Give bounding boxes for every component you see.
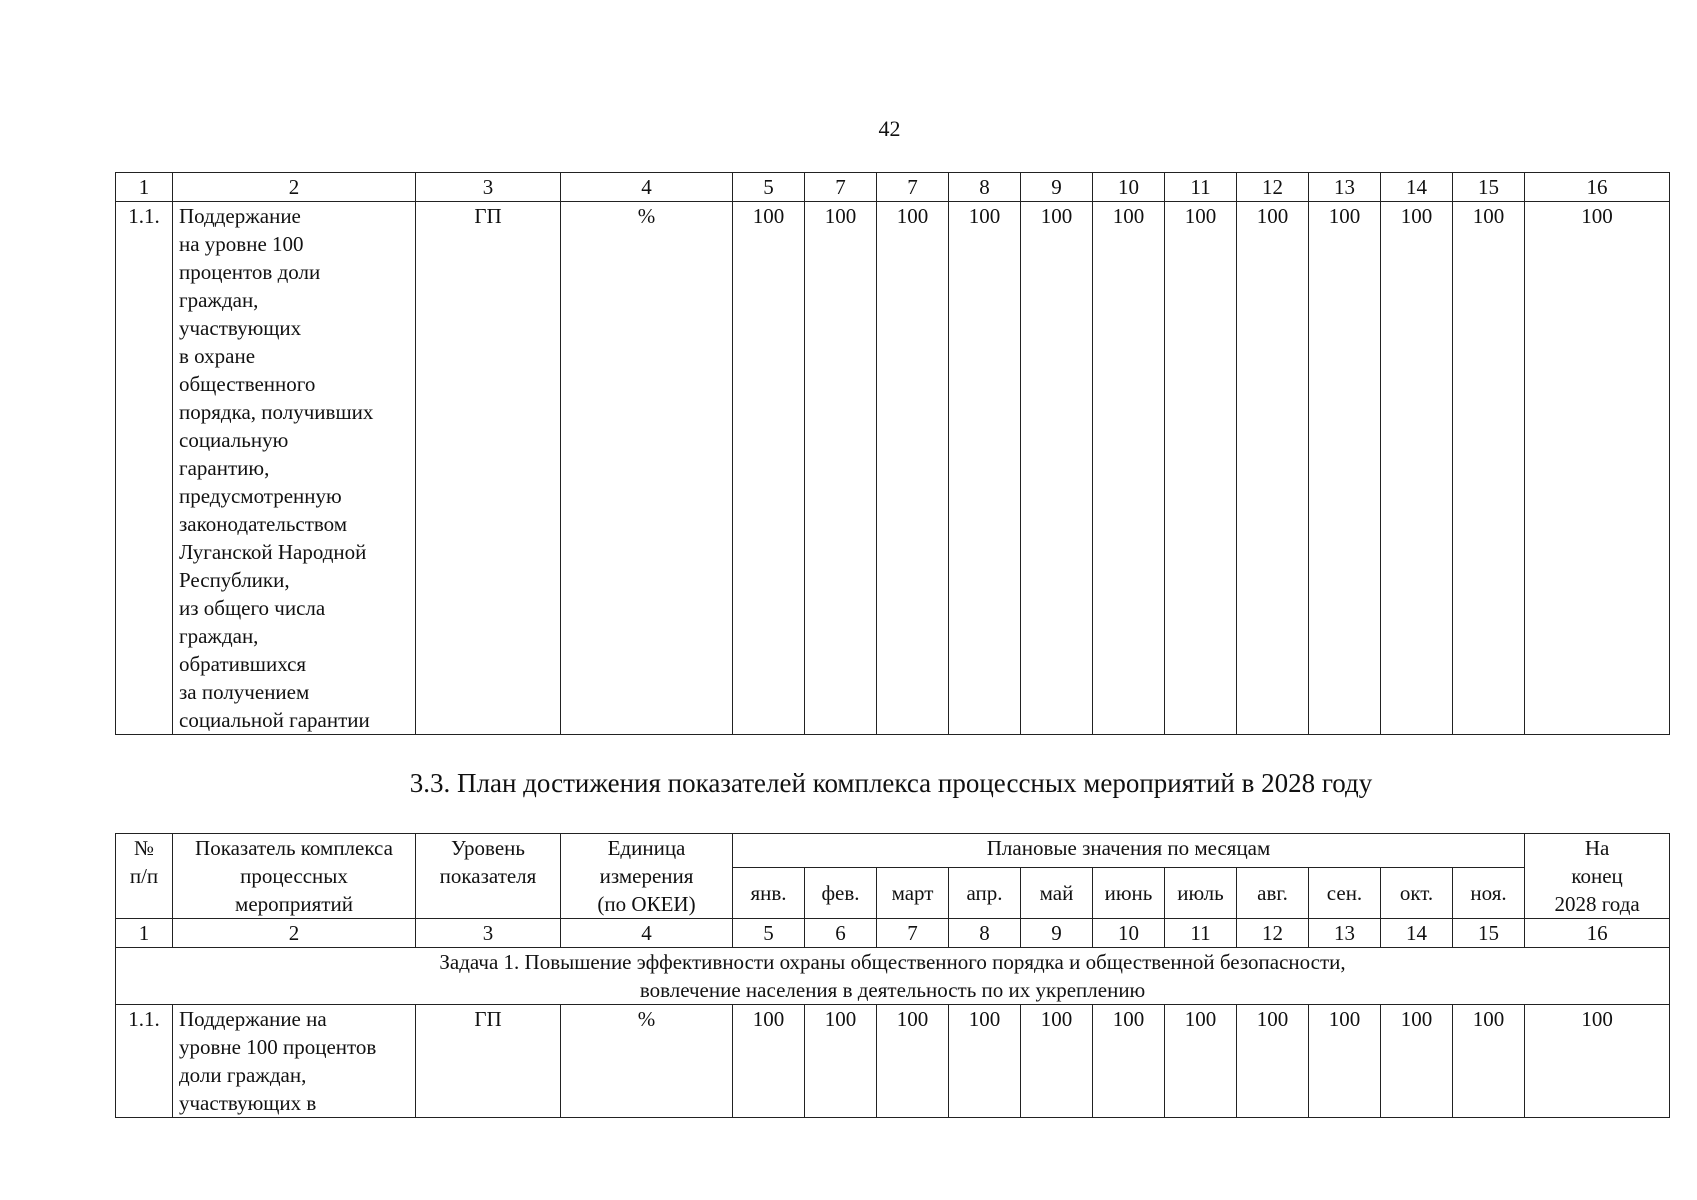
indicator-plan-table [115, 833, 1670, 1118]
monthly-value: 100 [805, 1005, 877, 1118]
monthly-value: 100 [949, 202, 1021, 735]
column-number: 6 [805, 919, 877, 948]
month-header: сен. [1309, 868, 1381, 919]
month-header: апр. [949, 868, 1021, 919]
section-title: 3.3. План достижения показателей комплекса процессных мероприятий в 2028 году [409, 768, 1373, 798]
table-row [116, 202, 1670, 735]
table-row [116, 1005, 1670, 1118]
column-number: 4 [561, 173, 733, 202]
month-header: март [877, 868, 949, 919]
month-header: июль [1165, 868, 1237, 919]
header-year-end: На конец 2028 года [1525, 834, 1670, 919]
year-end-value: 100 [1525, 1005, 1670, 1118]
year-end-value: 100 [1525, 202, 1670, 735]
column-number: 10 [1093, 919, 1165, 948]
unit-of-measure: % [561, 202, 733, 735]
task-heading: Задача 1. Повышение эффективности охраны общественного порядка и общественной безопасности, вовлечение населения в деятельность по их укреплению [116, 948, 1670, 1005]
month-header: фев. [805, 868, 877, 919]
monthly-value: 100 [1165, 202, 1237, 735]
header-row [116, 834, 1670, 868]
column-number: 11 [1165, 919, 1237, 948]
column-number: 2 [173, 919, 416, 948]
page-number: 42 [878, 116, 901, 141]
column-number: 5 [733, 173, 805, 202]
monthly-value: 100 [1021, 1005, 1093, 1118]
monthly-value: 100 [1309, 202, 1381, 735]
header-number: № п/п [116, 834, 173, 919]
column-number: 8 [949, 919, 1021, 948]
indicator-level: ГП [416, 202, 561, 735]
indicator-level: ГП [416, 1005, 561, 1118]
monthly-value: 100 [1309, 1005, 1381, 1118]
monthly-value: 100 [949, 1005, 1021, 1118]
header-indicator: Показатель комплекса процессных мероприятий [173, 834, 416, 919]
month-header: окт. [1381, 868, 1453, 919]
column-number: 4 [561, 919, 733, 948]
column-number: 3 [416, 173, 561, 202]
column-number: 15 [1453, 173, 1525, 202]
column-number: 9 [1021, 919, 1093, 948]
column-number: 3 [416, 919, 561, 948]
monthly-value: 100 [1381, 1005, 1453, 1118]
month-header: май [1021, 868, 1093, 919]
monthly-value: 100 [1453, 202, 1525, 735]
row-number: 1.1. [116, 1005, 173, 1118]
monthly-value: 100 [877, 202, 949, 735]
column-number: 13 [1309, 919, 1381, 948]
header-unit: Единица измерения (по ОКЕИ) [561, 834, 733, 919]
monthly-value: 100 [1165, 1005, 1237, 1118]
monthly-value: 100 [805, 202, 877, 735]
unit-of-measure: % [561, 1005, 733, 1118]
indicator-table-continued [115, 172, 1670, 735]
column-number: 9 [1021, 173, 1093, 202]
indicator-name: Поддержание на уровне 100 процентов доли граждан, участвующих в [173, 1005, 416, 1118]
column-number: 7 [805, 173, 877, 202]
monthly-value: 100 [1237, 1005, 1309, 1118]
column-number: 16 [1525, 173, 1670, 202]
month-header: июнь [1093, 868, 1165, 919]
column-number-row [116, 173, 1670, 202]
monthly-value: 100 [733, 1005, 805, 1118]
column-number: 7 [877, 173, 949, 202]
monthly-value: 100 [1453, 1005, 1525, 1118]
indicator-name: Поддержание на уровне 100 процентов доли граждан, участвующих в охране общественного порядка, получивших социальную гарантию, предусмотренную законодательством Луганской Народной Республики, из общего числа граждан, обратившихся за получением социальной гарантии [173, 202, 416, 735]
column-number: 15 [1453, 919, 1525, 948]
month-header: янв. [733, 868, 805, 919]
column-number: 12 [1237, 919, 1309, 948]
monthly-value: 100 [1237, 202, 1309, 735]
header-level: Уровень показателя [416, 834, 561, 919]
monthly-value: 100 [1381, 202, 1453, 735]
column-number-row [116, 919, 1670, 948]
column-number: 14 [1381, 919, 1453, 948]
task-row [116, 948, 1670, 1005]
column-number: 10 [1093, 173, 1165, 202]
column-number: 14 [1381, 173, 1453, 202]
monthly-value: 100 [1093, 202, 1165, 735]
column-number: 8 [949, 173, 1021, 202]
monthly-value: 100 [733, 202, 805, 735]
column-number: 11 [1165, 173, 1237, 202]
column-number: 13 [1309, 173, 1381, 202]
column-number: 5 [733, 919, 805, 948]
header-planned-values: Плановые значения по месяцам [733, 834, 1525, 868]
month-header: ноя. [1453, 868, 1525, 919]
column-number: 16 [1525, 919, 1670, 948]
column-number: 7 [877, 919, 949, 948]
monthly-value: 100 [1093, 1005, 1165, 1118]
column-number: 1 [116, 919, 173, 948]
column-number: 12 [1237, 173, 1309, 202]
monthly-value: 100 [877, 1005, 949, 1118]
month-header: авг. [1237, 868, 1309, 919]
monthly-value: 100 [1021, 202, 1093, 735]
row-number: 1.1. [116, 202, 173, 735]
column-number: 1 [116, 173, 173, 202]
column-number: 2 [173, 173, 416, 202]
